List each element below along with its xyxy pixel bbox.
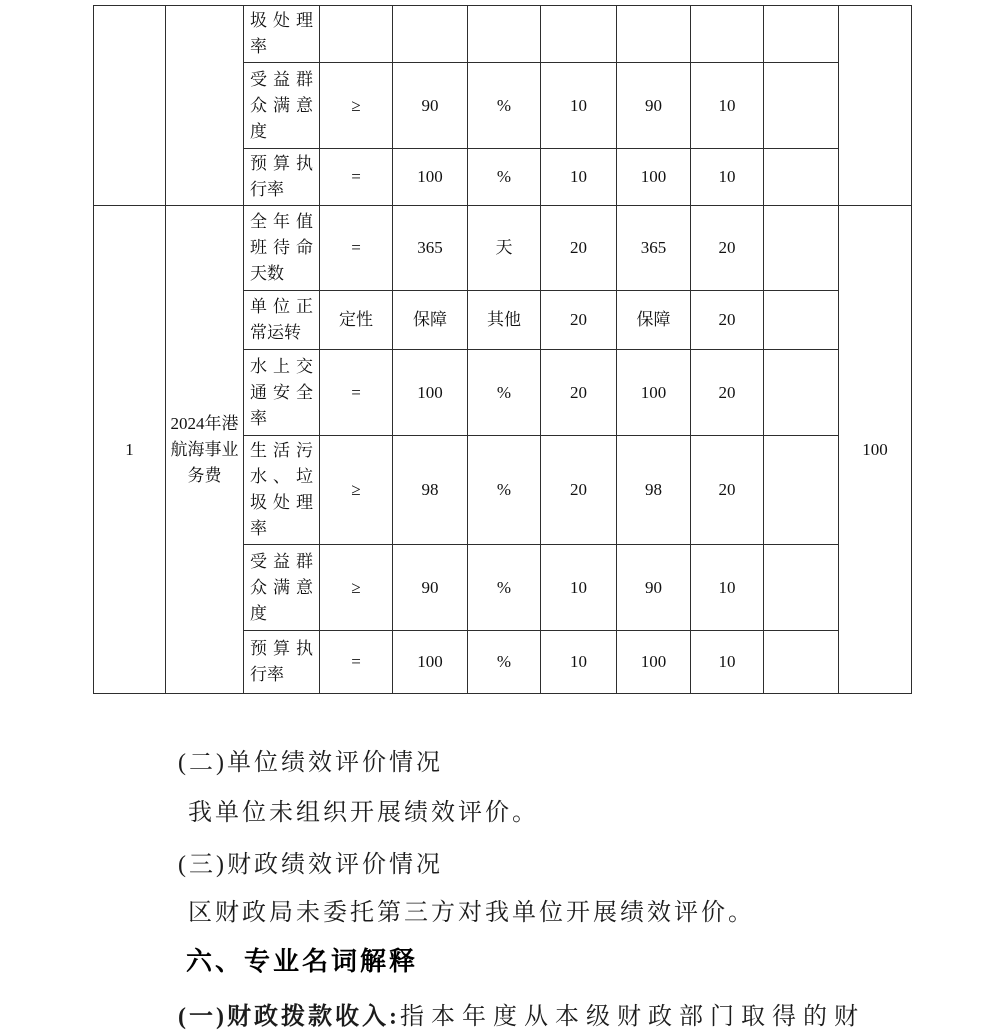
cell-operator: = (320, 206, 393, 291)
cell-score: 10 (691, 149, 764, 206)
cell-operator: ≥ (320, 63, 393, 149)
cell-unit: % (468, 631, 541, 694)
cell-target: 90 (393, 63, 468, 149)
cell-seq (94, 6, 166, 206)
cell-note (764, 149, 839, 206)
cell-unit: % (468, 149, 541, 206)
cell-note (764, 291, 839, 350)
cell-actual: 100 (617, 350, 691, 436)
cell-indicator: 预算执行率 (244, 149, 320, 206)
section-heading-terminology: 六、专业名词解释 (186, 946, 419, 976)
cell-actual: 98 (617, 436, 691, 545)
cell-actual (617, 6, 691, 63)
cell-actual: 100 (617, 631, 691, 694)
cell-target (393, 6, 468, 63)
cell-weight: 20 (541, 291, 617, 350)
cell-project (166, 6, 244, 206)
cell-weight: 10 (541, 631, 617, 694)
term-text: 指本年度从本级财政部门取得的财 (399, 1004, 865, 1030)
cell-indicator: 受益群众满意度 (244, 63, 320, 149)
cell-target: 98 (393, 436, 468, 545)
cell-score (691, 6, 764, 63)
cell-target: 保障 (393, 291, 468, 350)
cell-unit: % (468, 545, 541, 631)
cell-actual: 100 (617, 149, 691, 206)
cell-operator: 定性 (320, 291, 393, 350)
section-heading-fiscal-evaluation: (三)财政绩效评价情况 (178, 852, 443, 878)
cell-score: 10 (691, 545, 764, 631)
cell-operator: ≥ (320, 436, 393, 545)
cell-actual: 365 (617, 206, 691, 291)
cell-indicator: 单位正常运转 (244, 291, 320, 350)
cell-weight: 20 (541, 436, 617, 545)
cell-indicator: 全年值班待命天数 (244, 206, 320, 291)
cell-note (764, 6, 839, 63)
cell-score: 20 (691, 206, 764, 291)
cell-indicator: 水上交通安全率 (244, 350, 320, 436)
cell-score: 20 (691, 291, 764, 350)
cell-actual: 90 (617, 545, 691, 631)
cell-target: 100 (393, 631, 468, 694)
paragraph-unit-evaluation: 我单位未组织开展绩效评价。 (188, 800, 539, 826)
cell-score: 20 (691, 350, 764, 436)
cell-weight: 10 (541, 63, 617, 149)
cell-indicator: 受益群众满意度 (244, 545, 320, 631)
cell-weight: 20 (541, 206, 617, 291)
cell-total-score: 100 (839, 206, 912, 694)
paragraph-term-definition (178, 1001, 865, 1033)
cell-unit: 天 (468, 206, 541, 291)
cell-score: 10 (691, 631, 764, 694)
cell-note (764, 206, 839, 291)
cell-operator: = (320, 631, 393, 694)
cell-note (764, 436, 839, 545)
cell-weight: 20 (541, 350, 617, 436)
cell-indicator: 圾处理率 (244, 6, 320, 63)
cell-actual: 90 (617, 63, 691, 149)
cell-total-score (839, 6, 912, 206)
cell-weight: 10 (541, 545, 617, 631)
cell-target: 365 (393, 206, 468, 291)
cell-note (764, 350, 839, 436)
cell-unit (468, 6, 541, 63)
cell-indicator: 预算执行率 (244, 631, 320, 694)
cell-operator: ≥ (320, 545, 393, 631)
cell-unit: % (468, 350, 541, 436)
cell-indicator: 生活污水、垃圾处理率 (244, 436, 320, 545)
cell-unit: % (468, 63, 541, 149)
cell-operator: = (320, 350, 393, 436)
cell-operator: = (320, 149, 393, 206)
cell-unit: 其他 (468, 291, 541, 350)
cell-score: 10 (691, 63, 764, 149)
cell-unit: % (468, 436, 541, 545)
cell-project: 2024年港航海事业务费 (166, 206, 244, 694)
cell-target: 100 (393, 350, 468, 436)
cell-weight: 10 (541, 149, 617, 206)
cell-note (764, 63, 839, 149)
term-label: (一)财政拨款收入: (178, 1004, 400, 1030)
cell-target: 90 (393, 545, 468, 631)
cell-seq: 1 (94, 206, 166, 694)
table-row (94, 206, 912, 291)
cell-note (764, 545, 839, 631)
cell-weight (541, 6, 617, 63)
section-heading-unit-evaluation: (二)单位绩效评价情况 (178, 750, 443, 776)
performance-indicator-table (93, 5, 912, 694)
cell-actual: 保障 (617, 291, 691, 350)
cell-target: 100 (393, 149, 468, 206)
table-row (94, 6, 912, 63)
cell-operator (320, 6, 393, 63)
cell-score: 20 (691, 436, 764, 545)
cell-note (764, 631, 839, 694)
paragraph-fiscal-evaluation: 区财政局未委托第三方对我单位开展绩效评价。 (188, 900, 755, 926)
